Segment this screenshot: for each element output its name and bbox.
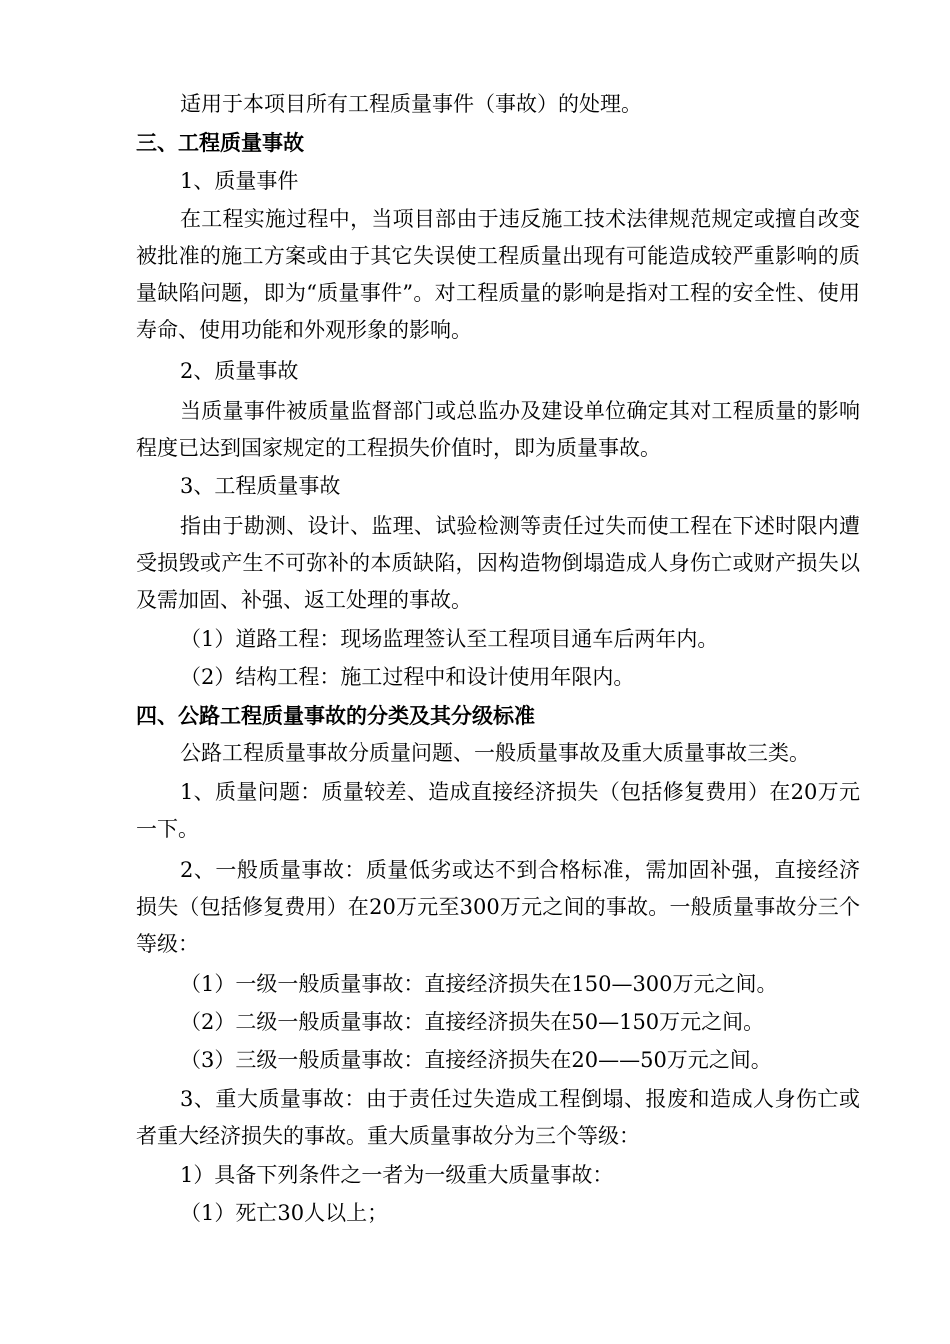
section3-heading: 三、工程质量事故 [136,130,304,155]
section4-major1: 1）具备下列条件之一者为一级重大质量事故： [180,1163,614,1187]
section3-sub1: （1）道路工程：现场监理签认至工程项目通车后两年内。 [180,627,719,651]
section3-item3-body: 指由于勘测、设计、监理、试验检测等责任过失而使工程在下述时限内遭受损毁或产生不可弥补的本质缺陷，因构造物倒塌造成人身伤亡或财产损失以及需加固、补强、返工处理的事故。 [136,514,860,612]
section3-sub2: （2）结构工程：施工过程中和设计使用年限内。 [180,665,635,689]
section3-item2-body: 当质量事件被质量监督部门或总监办及建设单位确定其对工程质量的影响程度已达到国家规定的工程损失价值时，即为质量事故。 [136,399,860,460]
section4-p1: 1、质量问题：质量较差、造成直接经济损失（包括修复费用）在20万元一下。 [136,780,860,841]
section3-item1-title: 1、质量事件 [180,169,299,193]
section4-grade3: （3）三级一般质量事故：直接经济损失在20——50万元之间。 [180,1048,772,1072]
section4-major1-condition1: （1）死亡30人以上； [180,1201,389,1225]
section4-p2: 2、一般质量事故：质量低劣或达不到合格标准，需加固补强，直接经济损失（包括修复费用）在20万元至300万元之间的事故。一般质量事故分三个等级： [136,858,860,956]
section3-item1-body: 在工程实施过程中，当项目部由于违反施工技术法律规范规定或擅自改变被批准的施工方案或由于其它失误使工程质量出现有可能造成较严重影响的质量缺陷问题，即为“质量事件”。对工程质量的影响是指对工程的安全性、使用寿命、使用功能和外观形象的影响。 [136,207,860,342]
section4-grade1: （1）一级一般质量事故：直接经济损失在150—300万元之间。 [180,972,778,996]
applicability-text: 适用于本项目所有工程质量事件（事故）的处理。 [180,92,642,116]
section3-item3-title: 3、工程质量事故 [180,474,341,498]
section3-item2-title: 2、质量事故 [180,359,299,383]
section4-heading: 四、公路工程质量事故的分类及其分级标准 [136,703,535,728]
section4-p3: 3、重大质量事故：由于责任过失造成工程倒塌、报废和造成人身伤亡或者重大经济损失的事故。重大质量事故分为三个等级： [136,1087,860,1148]
section4-grade2: （2）二级一般质量事故：直接经济损失在50—150万元之间。 [180,1010,765,1034]
section4-intro: 公路工程质量事故分质量问题、一般质量事故及重大质量事故三类。 [180,741,810,765]
